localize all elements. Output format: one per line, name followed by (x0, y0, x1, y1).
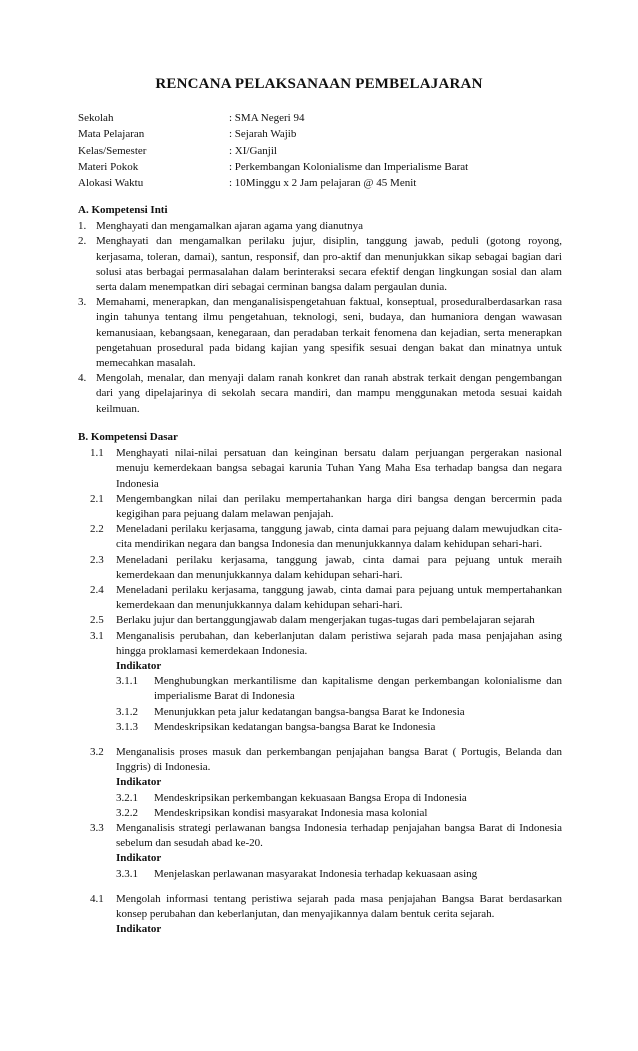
indicator-item (116, 791, 562, 806)
kd-item (78, 583, 562, 613)
kd-number: 2.3 (90, 553, 104, 566)
spacer (78, 735, 562, 745)
meta-row-alokasi-waktu (78, 175, 578, 191)
kd-text: Menganalisis proses masuk dan perkembangan penjajahan bangsa Barat ( Portugis, Belanda dan Inggris) di Indonesia. (116, 746, 562, 774)
ki-text: Menghayati dan mengamalkan perilaku jujur, disiplin, tanggung jawab, peduli (gotong royong, kerjasama, toleran, damai), santun, responsif, dan pro-aktif dan menunjukkan sikap sebagai bagian dari solusi atas berbagai permasalahan dalam berinteraksi secara efektif dengan lingkungan sosial dan alam serta dalam menempatkan diri sebagai cerminan bangsa dalam pergaulan dunia. (96, 235, 562, 294)
indicator-number: 3.1.2 (116, 705, 138, 718)
kd-text: Menganalisis perubahan, dan keberlanjutan dalam peristiwa sejarah pada masa penjajahan asing hingga proklamasi kemerdekaan Indonesia. (116, 629, 562, 657)
indicator-block (78, 851, 562, 881)
meta-row-kelas-semester (78, 143, 578, 159)
ki-number: 3. (78, 296, 87, 309)
kd-text: Menghayati nilai-nilai persatuan dan keinginan bersatu dalam perjuangan pergerakan nasional menuju kemerdekaan bangsa sebagai karunia Tuhan Yang Maha Esa terhadap bangsa dan negara Indonesia (116, 447, 562, 490)
ki-text: Mengolah, menalar, dan menyaji dalam ranah konkret dan ranah abstrak terkait dengan pengembangan dari yang dipelajarinya di sekolah secara mandiri, dan mampu menggunakan metoda sesuai kaidah keilmuan. (96, 372, 562, 415)
meta-label: Alokasi Waktu (78, 177, 144, 190)
ki-number: 1. (78, 220, 87, 233)
kd-item (78, 613, 562, 628)
kd-item (78, 629, 562, 659)
indicator-number: 3.2.2 (116, 806, 138, 819)
kd-text: Mengolah informasi tentang peristiwa sejarah pada masa penjajahan Bangsa Barat berdasarkan konsep perubahan dan keberlanjutan, dan menyajikannya dalam bentuk cerita sejarah. (116, 892, 562, 921)
kd-text: Meneladani perilaku kerjasama, tanggung jawab, cinta damai para pejuang untuk meraih kemerdekaan dan menunjukkannya dalam kehidupan sehari-hari. (116, 553, 562, 581)
kompetensi-dasar-section (78, 430, 562, 938)
kompetensi-inti-section (78, 203, 562, 417)
indicator-item (116, 867, 562, 882)
meta-label: Kelas/Semester (78, 144, 147, 157)
indicator-item (116, 720, 562, 735)
ki-text: Menghayati dan mengamalkan ajaran agama yang dianutnya (96, 220, 363, 233)
kd-text: Berlaku jujur dan bertanggungjawab dalam mengerjakan tugas-tugas dari pembelajaran sejarah (116, 614, 535, 627)
ki-item (78, 371, 562, 417)
section-heading: A. Kompetensi Inti (78, 204, 168, 216)
kd-item (78, 892, 562, 922)
indicator-text: Mendeskripsikan perkembangan kekuasaan Bangsa Eropa di Indonesia (154, 791, 467, 804)
kd-item (78, 522, 562, 552)
kd-number: 4.1 (90, 892, 104, 905)
kd-number: 2.2 (90, 523, 104, 536)
kd-text: Meneladani perilaku kerjasama, tanggung jawab, cinta damai para pejuang untuk mempertahankan kemerdekaan dan menunjukkannya dalam kehidupan sehari-hari. (116, 584, 562, 612)
spacer (78, 882, 562, 892)
indicator-number: 3.1.1 (116, 675, 138, 688)
kd-number: 3.1 (90, 629, 104, 642)
indicator-number: 3.2.1 (116, 791, 138, 804)
indicator-heading: Indikator (116, 776, 162, 789)
indicator-text: Mendeskripsikan kedatangan bangsa-bangsa Barat ke Indonesia (154, 720, 436, 733)
kd-number: 2.4 (90, 584, 104, 597)
indicator-number: 3.1.3 (116, 720, 138, 733)
ki-item (78, 295, 562, 371)
kd-item (78, 745, 562, 775)
kd-text: Meneladani perilaku kerjasama, tanggung jawab, cinta damai para pejuang dalam mewujudkan cita-cita mendirikan negara dan bangsa Indonesia dan menunjukkannya dalam kehidupan sehari-hari. (116, 523, 562, 551)
ki-number: 2. (78, 235, 87, 248)
kd-item (78, 446, 562, 492)
kd-text: Mengembangkan nilai dan perilaku mempertahankan harga diri bangsa dengan bercermin pada kegigihan para pejuang dalam melawan penjajah. (116, 492, 562, 521)
meta-value: : Perkembangan Kolonialisme dan Imperialisme Barat (229, 160, 469, 173)
indicator-text: Mendeskripsikan kondisi masyarakat Indonesia masa kolonial (154, 806, 428, 819)
kd-item (78, 492, 562, 522)
meta-value: : Sejarah Wajib (229, 128, 297, 141)
ki-number: 4. (78, 372, 87, 385)
kd-number: 2.5 (90, 614, 104, 627)
meta-value: : SMA Negeri 94 (229, 112, 305, 124)
meta-label: Mata Pelajaran (78, 128, 145, 141)
document-title: RENCANA PELAKSANAAN PEMBELAJARAN (155, 76, 483, 92)
kd-number: 1.1 (90, 447, 104, 460)
meta-label: Materi Pokok (78, 160, 139, 173)
kd-text: Menganalisis strategi perlawanan bangsa Indonesia terhadap penjajahan bangsa Barat di Indonesia sebelum dan sesudah abad ke-20. (116, 822, 562, 850)
indicator-block (78, 922, 562, 937)
kd-number: 3.2 (90, 746, 104, 759)
indicator-item (116, 674, 562, 704)
kd-item (78, 553, 562, 583)
indicator-number: 3.3.1 (116, 867, 138, 880)
ki-item (78, 234, 562, 295)
meta-label: Sekolah (78, 112, 114, 124)
meta-value: : XI/Ganjil (229, 144, 277, 157)
kd-item (78, 821, 562, 851)
meta-row-sekolah (78, 110, 578, 126)
identity-table (78, 110, 578, 191)
meta-row-materi-pokok (78, 159, 578, 175)
indicator-heading: Indikator (116, 660, 162, 673)
meta-value: : 10Minggu x 2 Jam pelajaran @ 45 Menit (229, 177, 417, 190)
indicator-heading: Indikator (116, 923, 162, 936)
ki-item (78, 219, 562, 234)
indicator-text: Menjelaskan perlawanan masyarakat Indonesia terhadap kekuasaan asing (154, 867, 478, 880)
indicator-text: Menunjukkan peta jalur kedatangan bangsa-bangsa Barat ke Indonesia (154, 705, 465, 718)
kd-number: 2.1 (90, 492, 104, 505)
indicator-item (116, 705, 562, 720)
indicator-item (116, 806, 562, 821)
indicator-block (78, 659, 562, 735)
ki-text: Memahami, menerapkan, dan menganalisispengetahuan faktual, konseptual, proseduralberdasarkan rasa ingin tahunya tentang ilmu pengetahuan, teknologi, seni, budaya, dan humaniora dengan wawasan kemanusiaan, kebangsaan, kenegaraan, dan peradaban terkait fenomena dan kejadian, serta menerapkan pengetahuan prosedural pada bidang kajian yang spesifik sesuai dengan bakat dan minatnya untuk memecahkan masalah. (96, 296, 562, 370)
indicator-block (78, 775, 562, 821)
section-heading: B. Kompetensi Dasar (78, 431, 178, 443)
indicator-heading: Indikator (116, 852, 162, 865)
meta-row-mata-pelajaran (78, 126, 578, 142)
indicator-text: Menghubungkan merkantilisme dan kapitalisme dengan perkembangan kolonialisme dan imperialisme Barat di Indonesia (154, 675, 562, 703)
kd-number: 3.3 (90, 822, 104, 835)
